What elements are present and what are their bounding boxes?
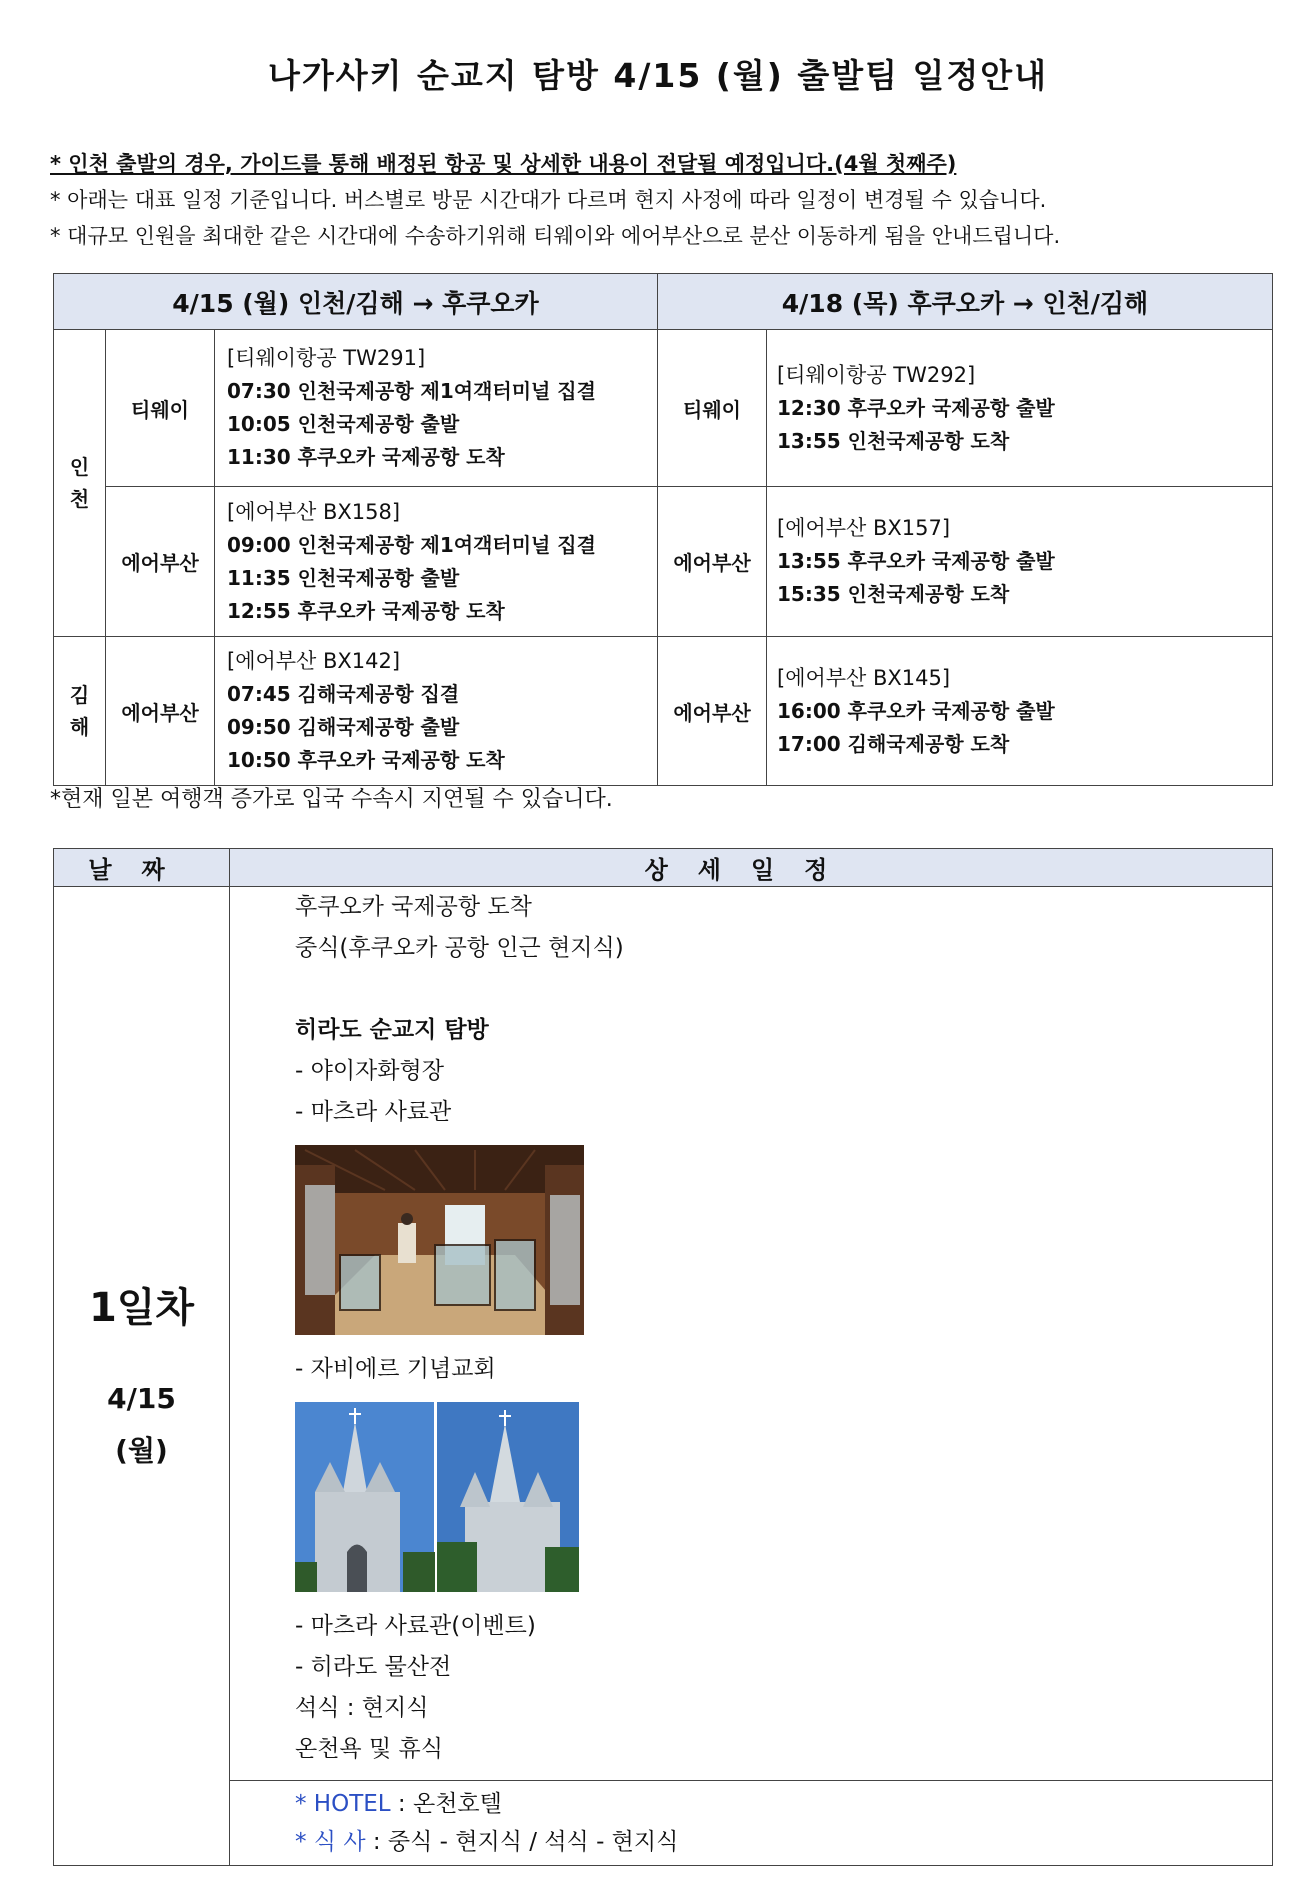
day-label: 1일차 xyxy=(88,1284,195,1331)
immigration-note: *현재 일본 여행객 증가로 입국 수속시 지연될 수 있습니다. xyxy=(50,787,613,812)
airline-label: 에어부산 xyxy=(106,637,215,786)
page-title: 나가사키 순교지 탐방 4/15 (월) 출발팀 일정안내 xyxy=(268,56,1048,95)
schedule-item: - 자비에르 기념교회 xyxy=(295,1356,496,1382)
notice-3: * 대규모 인원을 최대한 같은 시간대에 수송하기위해 티웨이와 에어부산으로 분산 이동하게 됨을 안내드립니다. xyxy=(50,224,1061,248)
notice-2: * 아래는 대표 일정 기준입니다. 버스별로 방문 시간대가 다르며 현지 사정에 따라 일정이 변경될 수 있습니다. xyxy=(50,188,1047,212)
outbound-header: 4/15 (월) 인천/김해 → 후쿠오카 xyxy=(54,274,658,330)
detail-column-header: 상세일정 xyxy=(230,849,1273,887)
return-flight: [에어부산 BX145] 16:00 후쿠오카 국제공항 출발 17:00 김해국제공항 도착 xyxy=(767,637,1273,786)
outbound-flight: [티웨이항공 TW291] 07:30 인천국제공항 제1여객터미널 집결 10:05 인천국제공항 출발 11:30 후쿠오카 국제공항 도착 xyxy=(215,330,658,487)
schedule-item: - 마츠라 사료관 xyxy=(295,1099,452,1125)
schedule-item: 석식 : 현지식 xyxy=(295,1695,429,1721)
return-flight: [티웨이항공 TW292] 12:30 후쿠오카 국제공항 출발 13:55 인천국제공항 도착 xyxy=(767,330,1273,487)
schedule-table xyxy=(53,848,1273,1866)
schedule-item: 중식(후쿠오카 공항 인근 현지식) xyxy=(295,935,624,961)
return-header: 4/18 (목) 후쿠오카 → 인천/김해 xyxy=(658,274,1273,330)
day-date: 4/15 (월) xyxy=(107,1381,176,1467)
date-column-header: 날짜 xyxy=(54,849,230,887)
notice-list xyxy=(50,146,1060,254)
section-heading: 히라도 순교지 탐방 xyxy=(295,1017,489,1043)
schedule-item: - 히라도 물산전 xyxy=(295,1654,452,1680)
airline-label: 에어부산 xyxy=(658,487,767,637)
schedule-item: 온천욕 및 휴식 xyxy=(295,1736,443,1762)
day-summary xyxy=(230,1781,1273,1866)
flight-table xyxy=(53,273,1273,786)
meal-line: * 식 사 : 중식 - 현지식 / 석식 - 현지식 xyxy=(295,1829,679,1855)
schedule-item: - 마츠라 사료관(이벤트) xyxy=(295,1613,536,1639)
day-cell xyxy=(54,887,230,1866)
notice-1: * 인천 출발의 경우, 가이드를 통해 배정된 항공 및 상세한 내용이 전달될 예정입니다.(4월 첫째주) xyxy=(50,152,957,176)
city-gimhae: 김 해 xyxy=(54,637,106,786)
outbound-flight: [에어부산 BX158] 09:00 인천국제공항 제1여객터미널 집결 11:35 인천국제공항 출발 12:55 후쿠오카 국제공항 도착 xyxy=(215,487,658,637)
airline-label: 에어부산 xyxy=(658,637,767,786)
schedule-item: 후쿠오카 국제공항 도착 xyxy=(295,894,532,920)
day-detail xyxy=(230,887,1273,1781)
return-flight: [에어부산 BX157] 13:55 후쿠오카 국제공항 출발 15:35 인천국제공항 도착 xyxy=(767,487,1273,637)
hotel-line: * HOTEL : 온천호텔 xyxy=(295,1791,502,1817)
airline-label: 티웨이 xyxy=(106,330,215,487)
church-photo xyxy=(295,1402,579,1592)
museum-photo xyxy=(295,1145,584,1335)
city-incheon: 인 천 xyxy=(54,330,106,637)
airline-label: 티웨이 xyxy=(658,330,767,487)
outbound-flight: [에어부산 BX142] 07:45 김해국제공항 집결 09:50 김해국제공항 출발 10:50 후쿠오카 국제공항 도착 xyxy=(215,637,658,786)
schedule-item: - 야이자화형장 xyxy=(295,1058,444,1084)
airline-label: 에어부산 xyxy=(106,487,215,637)
